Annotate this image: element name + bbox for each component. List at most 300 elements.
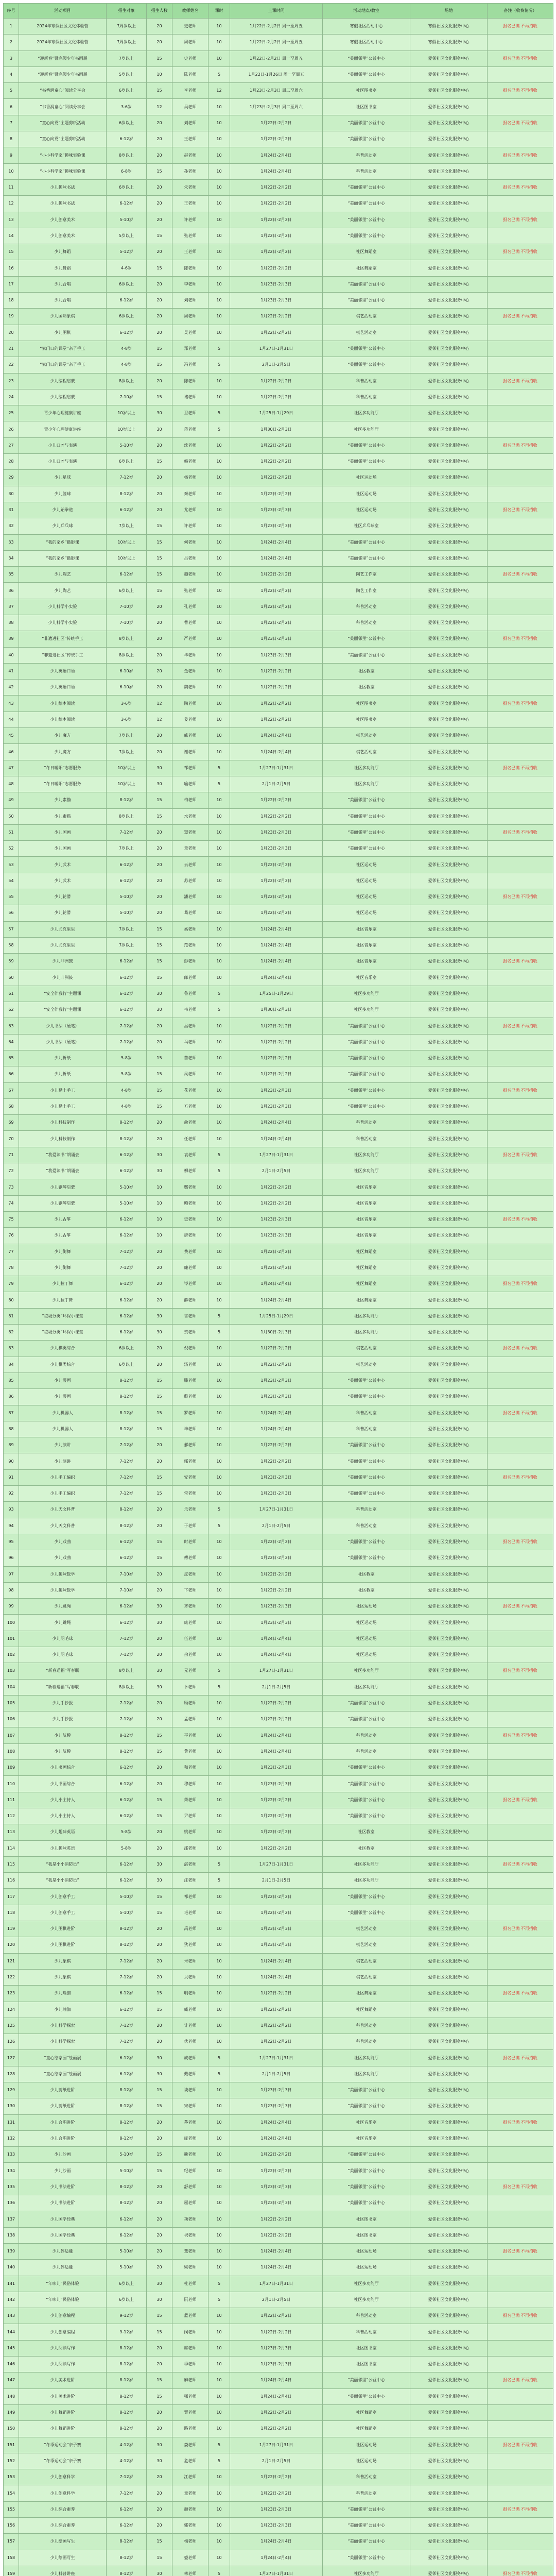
cell-lessons: 10: [208, 1034, 230, 1050]
cell-activity: 少儿舞蹈进阶: [19, 2404, 107, 2420]
cell-teacher: 史老师: [172, 50, 208, 66]
cell-index: 49: [4, 792, 19, 808]
cell-capacity: 20: [147, 1582, 172, 1598]
cell-audience: 10岁以上: [107, 405, 147, 421]
cell-lessons: 10: [208, 2243, 230, 2259]
cell-lessons: 10: [208, 1969, 230, 1985]
cell-location: “美丽邻里”公益中心: [323, 1889, 410, 1905]
cell-capacity: 15: [147, 2098, 172, 2114]
cell-location: 科普活动室: [323, 599, 410, 615]
cell-note: 报名已满 不再招收: [488, 1921, 553, 1937]
cell-schedule: 1月24日-2月4日: [230, 1421, 323, 1437]
cell-note: [488, 2469, 553, 2485]
cell-teacher: 江老师: [172, 2469, 208, 2485]
cell-audience: 10岁以上: [107, 534, 147, 550]
cell-schedule: 1月24日-2月4日: [230, 1405, 323, 1421]
cell-note: [488, 1760, 553, 1776]
cell-capacity: 20: [147, 2018, 172, 2033]
cell-schedule: 1月22日-2月2日: [230, 1808, 323, 1824]
cell-activity: 少儿围棋: [19, 325, 107, 341]
cell-location: “美丽邻里”公益中心: [323, 647, 410, 663]
cell-lessons: 10: [208, 1615, 230, 1631]
cell-audience: 6-12岁: [107, 1276, 147, 1292]
cell-capacity: 15: [147, 550, 172, 566]
table-row: [4, 373, 553, 389]
cell-venue: 爱邻社区文化服务中心: [410, 599, 488, 615]
cell-lessons: 10: [208, 889, 230, 905]
column-header: 活动项目: [19, 4, 107, 19]
cell-lessons: 10: [208, 19, 230, 35]
cell-teacher: 滕老师: [172, 1372, 208, 1388]
cell-lessons: 10: [208, 115, 230, 131]
cell-activity: “年味儿”民俗体验: [19, 2292, 107, 2308]
cell-schedule: 2月1日-2月5日: [230, 776, 323, 792]
cell-schedule: 1月23日-2月3日: [230, 276, 323, 292]
table-row: [4, 873, 553, 889]
cell-audience: 8-12岁: [107, 2130, 147, 2146]
cell-lessons: 10: [208, 99, 230, 115]
cell-location: “美丽邻里”公益中心: [323, 2163, 410, 2179]
cell-note: [488, 2404, 553, 2420]
cell-note: [488, 1308, 553, 1324]
cell-note: [488, 2534, 553, 2550]
cell-venue: 爱邻社区文化服务中心: [410, 680, 488, 696]
cell-activity: 少儿综合素养: [19, 2501, 107, 2517]
cell-note: [488, 1179, 553, 1195]
cell-lessons: 10: [208, 1437, 230, 1453]
cell-audience: 8-12岁: [107, 2340, 147, 2356]
cell-index: 26: [4, 421, 19, 437]
cell-teacher: 蓝老师: [172, 2308, 208, 2324]
cell-lessons: 10: [208, 2227, 230, 2243]
cell-audience: 6岁以上: [107, 83, 147, 99]
cell-index: 79: [4, 1276, 19, 1292]
cell-index: 155: [4, 2501, 19, 2517]
table-row: [4, 2518, 553, 2534]
cell-activity: “迎新春”暨寒假少年书画展: [19, 66, 107, 82]
cell-lessons: 10: [208, 1357, 230, 1372]
cell-location: “美丽邻里”公益中心: [323, 50, 410, 66]
cell-teacher: 严老师: [172, 631, 208, 647]
cell-activity: 少儿沙画: [19, 2147, 107, 2163]
cell-lessons: 10: [208, 163, 230, 179]
cell-index: 20: [4, 325, 19, 341]
cell-index: 64: [4, 1034, 19, 1050]
cell-index: 71: [4, 1147, 19, 1163]
cell-location: 社区音乐室: [323, 2130, 410, 2146]
cell-lessons: 10: [208, 1534, 230, 1550]
cell-activity: 少儿天文科普: [19, 1502, 107, 1518]
cell-teacher: 尤老师: [172, 502, 208, 518]
cell-location: 社区乒乓球室: [323, 518, 410, 534]
cell-venue: 爱邻社区文化服务中心: [410, 2018, 488, 2033]
cell-schedule: 1月22日-2月2日: [230, 1695, 323, 1711]
cell-note: [488, 680, 553, 696]
cell-venue: 爱邻社区文化服务中心: [410, 2163, 488, 2179]
cell-note: [488, 1953, 553, 1969]
cell-teacher: 闵老师: [172, 2324, 208, 2340]
cell-activity: 少儿体适能: [19, 2243, 107, 2259]
cell-capacity: 10: [147, 1228, 172, 1244]
cell-venue: 爱邻社区文化服务中心: [410, 83, 488, 99]
cell-teacher: 朱老师: [172, 179, 208, 195]
cell-capacity: 20: [147, 663, 172, 679]
cell-capacity: 20: [147, 1631, 172, 1647]
cell-schedule: 1月24日-2月4日: [230, 2550, 323, 2566]
cell-audience: 5-10岁: [107, 212, 147, 228]
cell-note: [488, 1228, 553, 1244]
cell-capacity: 15: [147, 1469, 172, 1485]
cell-note: [488, 599, 553, 615]
cell-lessons: 10: [208, 857, 230, 873]
cell-capacity: 20: [147, 276, 172, 292]
cell-location: 社区音乐室: [323, 1228, 410, 1244]
table-row: [4, 2066, 553, 2082]
cell-location: 社区教室: [323, 1824, 410, 1840]
table-row: [4, 1341, 553, 1357]
cell-audience: 7-12岁: [107, 1695, 147, 1711]
cell-activity: 少儿折纸: [19, 1050, 107, 1066]
cell-venue: 爱邻社区文化服务中心: [410, 696, 488, 711]
cell-capacity: 30: [147, 2437, 172, 2453]
cell-teacher: 李老师: [172, 276, 208, 292]
cell-venue: 爱邻社区文化服务中心: [410, 534, 488, 550]
cell-lessons: 5: [208, 1308, 230, 1324]
cell-capacity: 15: [147, 954, 172, 970]
cell-schedule: 1月27日-1月31日: [230, 341, 323, 357]
cell-note: [488, 1325, 553, 1341]
table-row: [4, 2114, 553, 2130]
cell-venue: 爱邻社区文化服务中心: [410, 1260, 488, 1276]
cell-index: 97: [4, 1566, 19, 1582]
cell-schedule: 1月22日-2月2日: [230, 179, 323, 195]
cell-index: 138: [4, 2227, 19, 2243]
cell-lessons: 10: [208, 1372, 230, 1388]
cell-index: 67: [4, 1082, 19, 1098]
cell-location: 科普活动室: [323, 2308, 410, 2324]
cell-audience: 6-12岁: [107, 857, 147, 873]
cell-note: [488, 1518, 553, 1534]
cell-activity: “我的家乡”摄影课: [19, 534, 107, 550]
cell-activity: “冬季运动会”亲子赛: [19, 2453, 107, 2469]
cell-note: [488, 2453, 553, 2469]
cell-index: 157: [4, 2534, 19, 2550]
cell-index: 141: [4, 2276, 19, 2292]
cell-audience: 8-12岁: [107, 1115, 147, 1131]
cell-location: 社区运动场: [323, 905, 410, 921]
cell-schedule: 1月22日-2月2日: [230, 1986, 323, 2002]
cell-activity: 少儿创意美术: [19, 228, 107, 244]
cell-note: [488, 1260, 553, 1276]
cell-lessons: 10: [208, 567, 230, 583]
cell-activity: “垃圾分类”环保小课堂: [19, 1325, 107, 1341]
cell-teacher: 季老师: [172, 2357, 208, 2372]
cell-index: 82: [4, 1325, 19, 1341]
cell-audience: 4-6岁: [107, 260, 147, 276]
cell-teacher: 廉老师: [172, 1260, 208, 1276]
cell-activity: 少儿尤克里里: [19, 921, 107, 937]
cell-lessons: 10: [208, 954, 230, 970]
cell-teacher: 林老师: [172, 2566, 208, 2576]
cell-note: 报名已满 不再招收: [488, 1341, 553, 1357]
cell-teacher: 于老师: [172, 1518, 208, 1534]
cell-activity: 少儿口才与表演: [19, 437, 107, 453]
cell-venue: 爱邻社区文化服务中心: [410, 1873, 488, 1889]
cell-index: 9: [4, 147, 19, 163]
cell-schedule: 1月22日-2月2日: [230, 1905, 323, 1921]
table-row: [4, 1986, 553, 2002]
cell-schedule: 1月24日-2月4日: [230, 970, 323, 986]
cell-venue: 爱邻社区文化服务中心: [410, 179, 488, 195]
cell-lessons: 10: [208, 792, 230, 808]
cell-note: [488, 1195, 553, 1211]
cell-venue: 爱邻社区文化服务中心: [410, 824, 488, 840]
table-row: [4, 1566, 553, 1582]
cell-capacity: 20: [147, 1115, 172, 1131]
cell-teacher: 窦老师: [172, 824, 208, 840]
cell-location: 社区多功能厅: [323, 760, 410, 776]
cell-audience: 7-12岁: [107, 2485, 147, 2501]
cell-note: 报名已满 不再招收: [488, 1082, 553, 1098]
cell-index: 19: [4, 309, 19, 325]
cell-lessons: 5: [208, 1873, 230, 1889]
cell-note: [488, 1937, 553, 1953]
cell-capacity: 20: [147, 680, 172, 696]
cell-index: 126: [4, 2034, 19, 2050]
cell-venue: 爱邻社区文化服务中心: [410, 2260, 488, 2276]
cell-audience: 7-12岁: [107, 2018, 147, 2033]
cell-audience: 6-12岁: [107, 970, 147, 986]
cell-teacher: 韩老师: [172, 454, 208, 470]
cell-lessons: 10: [208, 615, 230, 631]
table-row: [4, 550, 553, 566]
cell-venue: 爱邻社区文化服务中心: [410, 1082, 488, 1098]
cell-lessons: 10: [208, 1905, 230, 1921]
cell-schedule: 1月30日-2月3日: [230, 1002, 323, 1018]
cell-audience: 8-12岁: [107, 2357, 147, 2372]
cell-teacher: 岑老师: [172, 1276, 208, 1292]
cell-teacher: 董老师: [172, 2243, 208, 2259]
cell-venue: 爱邻社区文化服务中心: [410, 2147, 488, 2163]
cell-capacity: 20: [147, 1502, 172, 1518]
cell-audience: 6岁以上: [107, 1357, 147, 1372]
cell-schedule: 1月22日-2月2日: [230, 1792, 323, 1808]
cell-lessons: 10: [208, 2550, 230, 2566]
cell-venue: 爱邻社区文化服务中心: [410, 1228, 488, 1244]
cell-schedule: 1月23日-2月3日: [230, 841, 323, 857]
cell-venue: 爱邻社区文化服务中心: [410, 2518, 488, 2534]
cell-lessons: 10: [208, 905, 230, 921]
cell-teacher: 戴老师: [172, 2066, 208, 2082]
cell-venue: 爱邻社区文化服务中心: [410, 1856, 488, 1872]
table-row: [4, 1873, 553, 1889]
cell-activity: “我爱读书”朗诵会: [19, 1163, 107, 1179]
cell-audience: 6岁以上: [107, 2276, 147, 2292]
cell-venue: 爱邻社区文化服务中心: [410, 1550, 488, 1566]
cell-location: 社区图书室: [323, 99, 410, 115]
cell-activity: 少儿科学探索: [19, 2018, 107, 2033]
cell-teacher: 贺老师: [172, 1325, 208, 1341]
cell-audience: 6-12岁: [107, 1308, 147, 1324]
cell-schedule: 1月30日-2月3日: [230, 421, 323, 437]
cell-index: 18: [4, 293, 19, 309]
table-row: [4, 2534, 553, 2550]
cell-location: “美丽邻里”公益中心: [323, 1792, 410, 1808]
cell-note: [488, 1292, 553, 1308]
cell-activity: “我是小小消防员”: [19, 1873, 107, 1889]
cell-schedule: 1月23日-2月3日: [230, 1760, 323, 1776]
cell-teacher: 梁老师: [172, 2260, 208, 2276]
cell-note: [488, 1244, 553, 1260]
cell-venue: 爱邻社区文化服务中心: [410, 2469, 488, 2485]
table-row: [4, 2485, 553, 2501]
cell-activity: 少儿足球: [19, 470, 107, 486]
cell-lessons: 10: [208, 470, 230, 486]
cell-venue: 爱邻社区文化服务中心: [410, 147, 488, 163]
cell-activity: 少儿趣味数学: [19, 1582, 107, 1598]
cell-capacity: 15: [147, 163, 172, 179]
cell-note: 报名已满 不再招收: [488, 50, 553, 66]
cell-schedule: 1月22日-2月2日: [230, 1711, 323, 1727]
cell-audience: 6-12岁: [107, 954, 147, 970]
cell-location: 社区运动场: [323, 1599, 410, 1615]
cell-teacher: 凤老师: [172, 1066, 208, 1082]
cell-location: 社区多功能厅: [323, 1679, 410, 1695]
cell-audience: 5-10岁: [107, 437, 147, 453]
cell-teacher: 陈老师: [172, 260, 208, 276]
cell-location: 社区图书室: [323, 83, 410, 99]
cell-audience: 8-12岁: [107, 1518, 147, 1534]
cell-location: 科普活动室: [323, 1421, 410, 1437]
cell-schedule: 1月22日-2月2日: [230, 2404, 323, 2420]
cell-audience: 6-12岁: [107, 1986, 147, 2002]
cell-note: [488, 2130, 553, 2146]
cell-teacher: 陈老师: [172, 66, 208, 82]
cell-index: 154: [4, 2485, 19, 2501]
cell-lessons: 5: [208, 1663, 230, 1679]
cell-audience: 6-12岁: [107, 2002, 147, 2018]
cell-schedule: 1月24日-2月4日: [230, 728, 323, 744]
cell-capacity: 20: [147, 1695, 172, 1711]
table-row: [4, 1953, 553, 1969]
cell-activity: 少儿手抄报: [19, 1711, 107, 1727]
cell-note: [488, 873, 553, 889]
cell-audience: 5-12岁: [107, 244, 147, 260]
cell-schedule: 1月22日-2月2日: [230, 1824, 323, 1840]
cell-note: 报名已满 不再招收: [488, 631, 553, 647]
cell-index: 137: [4, 2211, 19, 2227]
cell-note: [488, 2292, 553, 2308]
table-row: [4, 2082, 553, 2098]
cell-activity: 少儿绘本阅读: [19, 711, 107, 727]
cell-location: 社区教室: [323, 663, 410, 679]
cell-note: 报名已满 不再招收: [488, 212, 553, 228]
cell-audience: 5-10岁: [107, 2147, 147, 2163]
cell-capacity: 15: [147, 1082, 172, 1098]
cell-teacher: 成老师: [172, 2050, 208, 2066]
cell-schedule: 1月23日-2月3日: [230, 2098, 323, 2114]
cell-lessons: 10: [208, 2501, 230, 2517]
cell-note: 报名已满 不再招收: [488, 1147, 553, 1163]
cell-venue: 爱邻社区文化服务中心: [410, 986, 488, 1002]
cell-venue: 爱邻社区文化服务中心: [410, 1341, 488, 1357]
cell-teacher: 贝老师: [172, 1969, 208, 1985]
cell-lessons: 10: [208, 583, 230, 599]
cell-location: 科普活动室: [323, 1518, 410, 1534]
cell-activity: 少儿古筝: [19, 1228, 107, 1244]
cell-lessons: 10: [208, 196, 230, 212]
cell-index: 81: [4, 1308, 19, 1324]
cell-activity: 少儿绘画写生: [19, 2534, 107, 2550]
cell-index: 114: [4, 1840, 19, 1856]
cell-venue: 爱邻社区文化服务中心: [410, 196, 488, 212]
table-row: [4, 1244, 553, 1260]
cell-index: 139: [4, 2243, 19, 2259]
table-row: [4, 680, 553, 696]
cell-capacity: 20: [147, 889, 172, 905]
cell-venue: 爱邻社区文化服务中心: [410, 1792, 488, 1808]
cell-location: 科普活动室: [323, 163, 410, 179]
cell-teacher: 苗老师: [172, 1050, 208, 1066]
cell-venue: 爱邻社区文化服务中心: [410, 1760, 488, 1776]
cell-venue: 爱邻社区文化服务中心: [410, 1292, 488, 1308]
table-row: [4, 389, 553, 405]
cell-teacher: 舒老师: [172, 2179, 208, 2195]
cell-lessons: 10: [208, 1792, 230, 1808]
cell-teacher: 邬老师: [172, 1453, 208, 1469]
cell-audience: 6-12岁: [107, 2066, 147, 2082]
cell-location: 社区舞蹈室: [323, 1292, 410, 1308]
cell-location: 社区多功能厅: [323, 1663, 410, 1679]
table-row: [4, 921, 553, 937]
cell-note: [488, 2082, 553, 2098]
cell-venue: 爱邻社区文化服务中心: [410, 518, 488, 534]
cell-teacher: 狄老师: [172, 1937, 208, 1953]
table-row: [4, 50, 553, 66]
cell-index: 107: [4, 1727, 19, 1743]
cell-location: 社区多功能厅: [323, 2276, 410, 2292]
cell-index: 55: [4, 889, 19, 905]
cell-activity: “我爱读书”朗诵会: [19, 1147, 107, 1163]
cell-location: “美丽邻里”公益中心: [323, 2501, 410, 2517]
cell-teacher: 葛老师: [172, 905, 208, 921]
cell-audience: 6-12岁: [107, 1873, 147, 1889]
cell-venue: 爱邻社区文化服务中心: [410, 905, 488, 921]
table-row: [4, 2357, 553, 2372]
cell-venue: 爱邻社区文化服务中心: [410, 1679, 488, 1695]
cell-teacher: 傅老师: [172, 1550, 208, 1566]
cell-lessons: 10: [208, 2211, 230, 2227]
table-row: [4, 1760, 553, 1776]
cell-schedule: 1月23日-2月3日 周二至周六: [230, 83, 323, 99]
cell-schedule: 2月1日-2月5日: [230, 1163, 323, 1179]
cell-venue: 爱邻社区文化服务中心: [410, 1034, 488, 1050]
cell-venue: 爱邻社区文化服务中心: [410, 857, 488, 873]
cell-note: [488, 1002, 553, 1018]
cell-note: [488, 2163, 553, 2179]
cell-lessons: 10: [208, 696, 230, 711]
cell-lessons: 5: [208, 760, 230, 776]
cell-index: 106: [4, 1711, 19, 1727]
cell-schedule: 1月22日-2月2日: [230, 1889, 323, 1905]
cell-note: 报名已满 不再招收: [488, 1727, 553, 1743]
cell-schedule: 1月24日-2月4日: [230, 954, 323, 970]
cell-index: 149: [4, 2404, 19, 2420]
cell-venue: 爱邻社区文化服务中心: [410, 131, 488, 147]
cell-teacher: 卞老师: [172, 1582, 208, 1598]
cell-teacher: 熊老师: [172, 2147, 208, 2163]
cell-audience: 6-12岁: [107, 1147, 147, 1163]
